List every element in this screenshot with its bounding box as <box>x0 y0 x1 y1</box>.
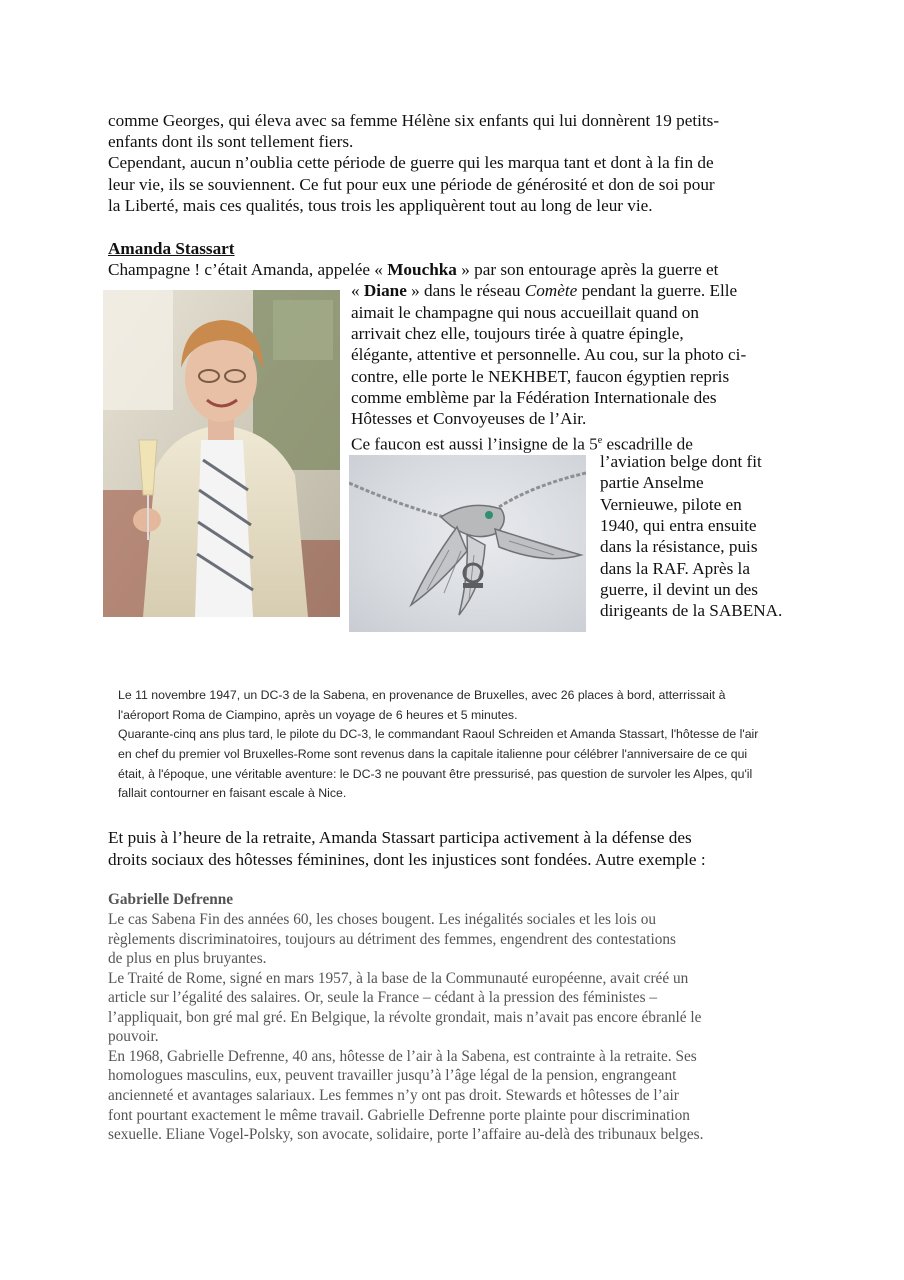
gabrielle-line-10: ancienneté et avantages salariaux. Les femmes n’y ont pas droit. Stewards et hôtesses de l’air <box>108 1087 679 1104</box>
gabrielle-line-4: Le Traité de Rome, signé en mars 1957, à la base de la Communauté européenne, avait créé un <box>108 970 689 987</box>
intro-line-5: la Liberté, mais ces qualités, tous trois les appliquèrent tout au long de leur vie. <box>108 196 653 215</box>
amanda-line-4: arrivait chez elle, toujours tirée à quatre épingle, <box>351 324 684 343</box>
gabrielle-line-3: de plus en plus bruyantes. <box>108 950 267 967</box>
amanda-line-2-text-a: « <box>351 281 364 300</box>
nekhbet-brooch-photo <box>349 455 586 632</box>
amanda-line-13: 1940, qui entra ensuite <box>600 516 757 535</box>
gabrielle-line-7: pouvoir. <box>108 1028 159 1045</box>
amanda-line-17: dirigeants de la SABENA. <box>600 601 783 620</box>
intro-line-1: comme Georges, qui éleva avec sa femme Hélène six enfants qui lui donnèrent 19 petits- <box>108 111 720 130</box>
clipping-line-1: Le 11 novembre 1947, un DC-3 de la Sabena, en provenance de Bruxelles, avec 26 places à bord, atterrissait à <box>118 688 726 702</box>
clipping-line-5: était, à l'époque, une véritable aventure: le DC-3 ne pouvant être pressurisé, pas question de survoler les Alpes, qu'il <box>118 767 753 781</box>
amanda-portrait-illustration <box>103 290 340 617</box>
nickname-mouchka: Mouchka <box>387 260 457 279</box>
gabrielle-line-6: l’appliquait, bon gré mal gré. En Belgique, la révolte grondait, mais n’avait pas encore ébranlé le <box>108 1009 702 1026</box>
retirement-line-1: Et puis à l’heure de la retraite, Amanda Stassart participa activement à la défense des <box>108 828 692 847</box>
network-comete: Comète <box>524 281 578 300</box>
clipping-line-6: fallait contourner en faisant escale à Nice. <box>118 786 347 800</box>
intro-line-3: Cependant, aucun n’oublia cette période de guerre qui les marqua tant et dont à la fin de <box>108 153 714 172</box>
section-heading-gabrielle: Gabrielle Defrenne <box>108 891 234 908</box>
amanda-portrait-photo <box>103 290 340 617</box>
gabrielle-line-9: homologues masculins, eux, peuvent travailler jusqu’à l’âge légal de la pension, engrangeant <box>108 1067 677 1084</box>
amanda-line-2 <box>351 280 737 301</box>
amanda-line-9-text-a: Ce faucon est aussi l’insigne de la 5 <box>351 434 598 454</box>
gabrielle-line-1: Le cas Sabena Fin des années 60, les choses bougent. Les inégalités sociales et les lois ou <box>108 911 656 928</box>
amanda-line-3: aimait le champagne qui nous accueillait quand on <box>351 303 699 322</box>
amanda-line-14: dans la résistance, puis <box>600 537 758 556</box>
intro-line-4: leur vie, ils se souviennent. Ce fut pour eux une période de générosité et don de soi pour <box>108 175 715 194</box>
gabrielle-line-8: En 1968, Gabrielle Defrenne, 40 ans, hôtesse de l’air à la Sabena, est contrainte à la retraite. Ses <box>108 1048 697 1065</box>
section-heading-amanda: Amanda Stassart <box>108 239 235 258</box>
retirement-line-2: droits sociaux des hôtesses féminines, dont les injustices sont fondées. Autre exemple : <box>108 850 706 869</box>
amanda-line-9-text-b: escadrille de <box>602 434 693 454</box>
clipping-line-2: l'aéroport Roma de Ciampino, après un voyage de 6 heures et 5 minutes. <box>118 708 518 722</box>
intro-line-2: enfants dont ils sont tellement fiers. <box>108 132 354 151</box>
clipping-line-4: en chef du premier vol Bruxelles-Rome sont revenus dans la capitale italienne pour célébrer l'anniversaire de ce qui <box>118 747 748 761</box>
amanda-line-12: Vernieuwe, pilote en <box>600 495 742 514</box>
gabrielle-line-5: article sur l’égalité des salaires. Or, seule la France – cédant à la pression des féministes – <box>108 989 658 1006</box>
ordinal-superscript: e <box>597 435 603 446</box>
codename-diane: Diane <box>363 281 407 300</box>
amanda-line-8: Hôtesses et Convoyeuses de l’Air. <box>351 409 587 428</box>
amanda-line-10: l’aviation belge dont fit <box>600 452 762 471</box>
gabrielle-line-2: règlements discriminatoires, toujours au détriment des femmes, engendrent des contestations <box>108 931 676 948</box>
amanda-line-15: dans la RAF. Après la <box>600 559 750 578</box>
amanda-line-1-text-b: » par son entourage après la guerre et <box>456 260 719 279</box>
amanda-line-2-text-b: » dans le réseau <box>406 281 525 300</box>
amanda-line-6: contre, elle porte le NEKHBET, faucon égyptien repris <box>351 367 730 386</box>
amanda-line-16: guerre, il devint un des <box>600 580 758 599</box>
amanda-line-5: élégante, attentive et personnelle. Au cou, sur la photo ci- <box>351 345 747 364</box>
amanda-line-1 <box>108 259 718 280</box>
amanda-line-2-text-c: pendant la guerre. Elle <box>577 281 738 300</box>
falcon-brooch-illustration <box>349 455 586 632</box>
gabrielle-line-12: sexuelle. Eliane Vogel-Polsky, son avocate, solidaire, porte l’affaire au-delà des tribunaux belges. <box>108 1126 704 1143</box>
amanda-line-7: comme emblème par la Fédération Internationale des <box>351 388 717 407</box>
clipping-line-3: Quarante-cinq ans plus tard, le pilote du DC-3, le commandant Raoul Schreiden et Amanda Stassart, l'hôtesse de l'air <box>118 727 759 741</box>
amanda-line-11: partie Anselme <box>600 473 704 492</box>
gabrielle-line-11: font pourtant exactement le même travail. Gabrielle Defrenne porte plainte pour discrimination <box>108 1107 690 1124</box>
amanda-line-1-text-a: Champagne ! c’était Amanda, appelée « <box>108 260 388 279</box>
